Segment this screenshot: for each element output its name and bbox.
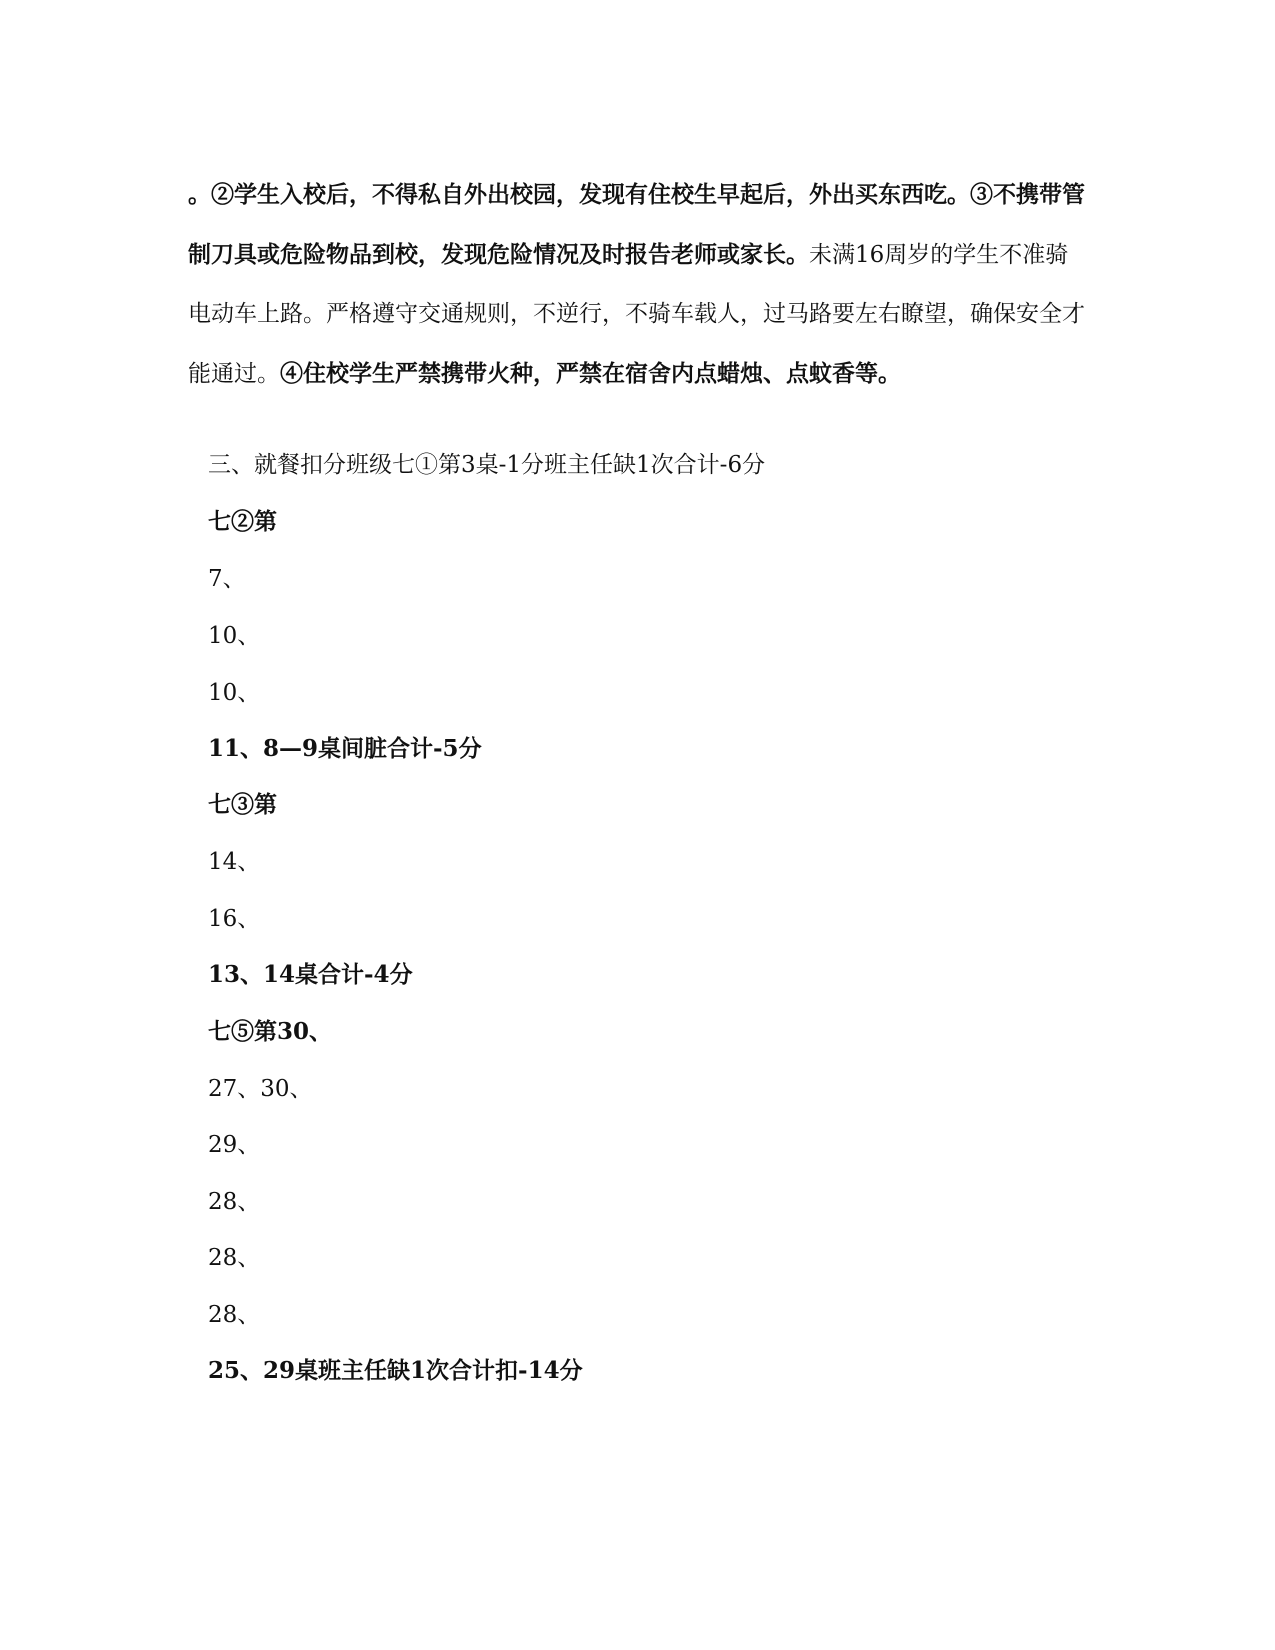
list-item: 16、 <box>208 906 261 932</box>
list-item: 25、29桌班主任缺1次合计扣-14分 <box>208 1357 583 1384</box>
list-item: 28、 <box>208 1189 261 1215</box>
list-item: 七⑤第30、 <box>208 1018 333 1045</box>
traffic-rules-text: 未满16周岁的学生不准骑电动车上路。严格遵守交通规则，不逆行，不骑车载人，过马路要左右瞭望，确保安全才能通过。 <box>188 242 1085 387</box>
safety-rules-paragraph <box>188 165 1088 404</box>
list-item: 七②第 <box>208 508 277 535</box>
rule-3-text: 不携带管制刀具或危险物品到校，发现危险情况及时报告老师或家长。 <box>188 181 1085 268</box>
rule-2-text: 。②学生入校后，不得私自外出校园，发现有住校生早起后，外出买东西吃。③ <box>188 181 993 208</box>
list-item: 27、30、 <box>208 1076 313 1102</box>
list-item: 14、 <box>208 849 261 875</box>
list-item: 13、14桌合计-4分 <box>208 961 413 988</box>
list-item: 10、 <box>208 623 261 649</box>
list-item: 28、 <box>208 1302 261 1328</box>
list-item: 七③第 <box>208 791 277 818</box>
list-item: 28、 <box>208 1245 261 1271</box>
rule-4-text: ④住校学生严禁携带火种，严禁在宿舍内点蜡烛、点蚊香等。 <box>280 360 901 387</box>
list-item: 7、 <box>208 566 246 592</box>
list-item: 10、 <box>208 680 261 706</box>
list-item: 29、 <box>208 1132 261 1158</box>
list-item: 11、8—9桌间脏合计-5分 <box>208 735 482 762</box>
dining-deduction-heading: 三、就餐扣分班级七①第3桌-1分班主任缺1次合计-6分 <box>208 452 766 478</box>
